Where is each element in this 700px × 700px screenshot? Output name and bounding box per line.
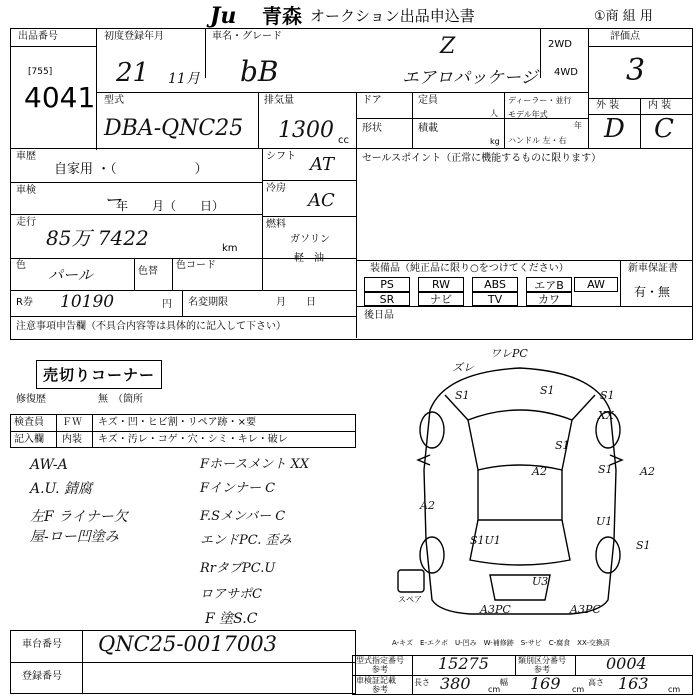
mark-a2-a: A2 [532, 465, 547, 478]
color-value: パール [48, 266, 93, 284]
equip-tv: TV [472, 292, 518, 306]
height-label: 高さ [588, 678, 604, 687]
note-left-1: AW-A [30, 457, 68, 473]
person-unit: 人 [490, 109, 498, 118]
kg-unit: kg [490, 137, 500, 146]
reg-month: 11月 [168, 71, 200, 87]
recycle-value: 10190 [60, 292, 115, 312]
width-label: 幅 [500, 678, 508, 687]
cm-unit-2: cm [572, 685, 585, 694]
displacement-label: 排気量 [264, 95, 294, 106]
fuel-options: ガソリン [290, 234, 330, 245]
lot-no-label: 出品番号 [18, 31, 58, 42]
note-right-5: RrタブPC.U [200, 561, 276, 576]
mileage-value: 85万 7422 [46, 226, 149, 250]
name-change-label: 名変期限 [188, 297, 228, 308]
note-right-3: F.Sメンバー C [200, 509, 286, 524]
roof [478, 470, 562, 520]
interior-label: 内 装 [648, 100, 672, 111]
equip-airbag: エアB [526, 277, 572, 292]
cm-unit-1: cm [488, 685, 501, 694]
note-right-2: Fインナー C [200, 481, 276, 496]
height-value: 163 [618, 674, 649, 693]
hood-right [572, 395, 595, 420]
width-value: 169 [530, 674, 561, 693]
title-kanji: 青森 [262, 4, 302, 28]
category-value: 0004 [606, 654, 647, 673]
ref-label-3: 参考 [372, 685, 388, 694]
dealer-import-label: ディーラー・並行 [508, 96, 572, 105]
legend-text: A-キズ E-エクボ U-凹み W-補修跡 S-サビ C-腐食 XX-交換済 [392, 639, 610, 647]
door-label: ドア [362, 95, 382, 106]
color-label: 色 [16, 260, 26, 271]
note-left-2: A.U. 錆腐 [30, 481, 92, 497]
inspector-label: 検査員 [14, 417, 44, 428]
note-left-3: 左F ライナー欠 [30, 509, 128, 525]
equip-ps: PS [364, 277, 410, 292]
cm-unit-3: cm [668, 685, 681, 694]
mark-s1-c: S1 [600, 389, 615, 402]
capacity-label: 定員 [418, 95, 438, 106]
mark-s1-f: S1 [555, 439, 570, 452]
mileage-label: 走行 [16, 217, 36, 228]
equip-navi: ナビ [418, 292, 464, 306]
exterior-grade: D [604, 114, 625, 144]
equip-sr: SR [364, 292, 410, 306]
inspection-label: 車検 [16, 185, 36, 196]
color-change-label: 色替 [138, 266, 158, 277]
displacement-value: 1300 [278, 118, 334, 143]
row2-prefix: 内装 [62, 434, 82, 445]
equip-leather: カワ [526, 292, 572, 306]
name-change-date: 月 日 [276, 297, 316, 308]
mark-a3pc-a: A3PC [480, 603, 511, 616]
drive-4wd: 4WD [554, 67, 578, 78]
mark-a2-c: A2 [420, 499, 435, 512]
mark-s1-a: S1 [455, 389, 470, 402]
model-label: 型式 [104, 95, 124, 106]
mark-a3pc-b: A3PC [570, 603, 601, 616]
entry-label: 記入欄 [14, 434, 44, 445]
row1-prefix: ＦＷ [62, 417, 82, 428]
reg-year: 21 [116, 58, 150, 88]
fuel-diesel: 軽 油 [294, 253, 324, 264]
note-left-4: 屋-ロー凹塗み [30, 529, 119, 545]
mark-zure: ズレ [452, 361, 474, 374]
length-value: 380 [440, 674, 471, 693]
car-name-value: bB [240, 55, 279, 88]
page-title: オークション出品申込書 [310, 7, 475, 25]
fuel-label: 燃料 [266, 219, 286, 230]
inspection-mark: ー [104, 190, 122, 211]
km-unit: km [222, 243, 238, 254]
score-value: 3 [626, 53, 646, 88]
drive-label: 2WD [548, 39, 572, 50]
category-label: 類別区分番号 [518, 656, 566, 665]
warranty-label: 新車保証書 [628, 263, 678, 274]
aircon-value: AC [308, 190, 335, 211]
shift-value: AT [310, 154, 335, 175]
row1-text: キズ・凹・ヒビ割・リペア跡・×要 [98, 417, 256, 428]
length-label: 長さ [414, 678, 430, 687]
certificate-label: 車検証記載 [356, 676, 396, 685]
payload-label: 積載 [418, 123, 438, 134]
note-right-6: ロアサポC [200, 587, 262, 602]
note-right-7: F 塗S.C [205, 611, 258, 627]
lot-number: 4041 [24, 81, 96, 114]
sales-point-label: セールスポイント（正常に機能するものに限ります） [362, 153, 602, 164]
rear-right-wheel [596, 537, 620, 573]
first-reg-label: 初度登録年月 [104, 31, 164, 42]
yen-unit: 円 [162, 299, 172, 310]
shift-label: シフト [266, 151, 296, 162]
stamp-text: 売切りコーナー [43, 366, 156, 384]
car-name-label: 車名・グレード [212, 31, 282, 42]
chassis-label: 車台番号 [22, 639, 62, 650]
mark-s1u1: S1U1 [470, 534, 501, 547]
grade-package: エアロパッケージ [402, 68, 538, 88]
mark-xx: XX [598, 409, 614, 422]
mark-a2-b: A2 [640, 465, 655, 478]
ref-label-2: 参考 [534, 665, 550, 674]
history-value: 自家用 ・（ ） [54, 162, 208, 177]
mark-ware-pc: ワレPC [490, 347, 528, 360]
ref-label-1: 参考 [372, 665, 388, 674]
spare-label: スペア [398, 595, 422, 604]
repair-label: 修復歴 [16, 394, 46, 405]
inspection-value: 年 月（ 日） [116, 199, 225, 213]
repair-value: 無 （箇所 [98, 394, 143, 405]
grade-z: Z [440, 34, 456, 59]
copy-label: ①商 組 用 [594, 9, 653, 24]
car-outline-left [424, 410, 470, 614]
after-date-label: 後日品 [364, 310, 394, 321]
model-year-label: モデル年式 [508, 110, 548, 119]
logo: Ju [210, 3, 237, 29]
row2-text: キズ・汚レ・コゲ・穴・シミ・キレ・破レ [98, 434, 288, 445]
model-code: DBA-QNC25 [104, 116, 244, 141]
equip-aw: AW [574, 277, 618, 292]
handle-label: ハンドル 左・右 [508, 136, 567, 145]
recycle-label: R券 [16, 297, 33, 308]
shape-label: 形状 [362, 123, 382, 134]
year-unit: 年 [574, 121, 582, 130]
exterior-label: 外 装 [596, 100, 620, 111]
history-label: 車歴 [16, 151, 36, 162]
type-designation-value: 15275 [438, 654, 489, 673]
note-right-4: エンドPC. 歪み [200, 533, 292, 548]
mark-s1-b: S1 [540, 384, 555, 397]
mark-s1-e: S1 [636, 539, 651, 552]
car-outline-right [570, 410, 616, 614]
lot-prefix: [755] [28, 67, 53, 77]
regno-label: 登録番号 [22, 671, 62, 682]
equip-label: 装備品（純正品に限り○をつけてください） [370, 263, 569, 274]
equip-abs: ABS [472, 277, 518, 292]
warranty-value: 有・無 [634, 285, 671, 299]
spare-tire [398, 570, 424, 592]
mark-u1: U1 [596, 515, 613, 528]
mark-u3: U3 [532, 575, 549, 588]
chassis-value: QNC25-0017003 [98, 632, 278, 656]
type-designation-label: 型式指定番号 [356, 656, 404, 665]
rear-left-wheel [420, 537, 444, 573]
color-code-label: 色コード [176, 260, 216, 271]
front-left-wheel [420, 412, 444, 448]
note-right-1: Fホースメント XX [200, 457, 310, 472]
equip-rw: RW [418, 277, 464, 292]
cc-unit: cc [338, 135, 349, 146]
mark-s1-d: S1 [598, 463, 613, 476]
score-label: 評価点 [610, 31, 640, 42]
notes-label: 注意事項申告欄（不具合内容等は具体的に記入して下さい） [16, 321, 286, 332]
aircon-label: 冷房 [266, 183, 286, 194]
interior-grade: C [654, 114, 674, 144]
